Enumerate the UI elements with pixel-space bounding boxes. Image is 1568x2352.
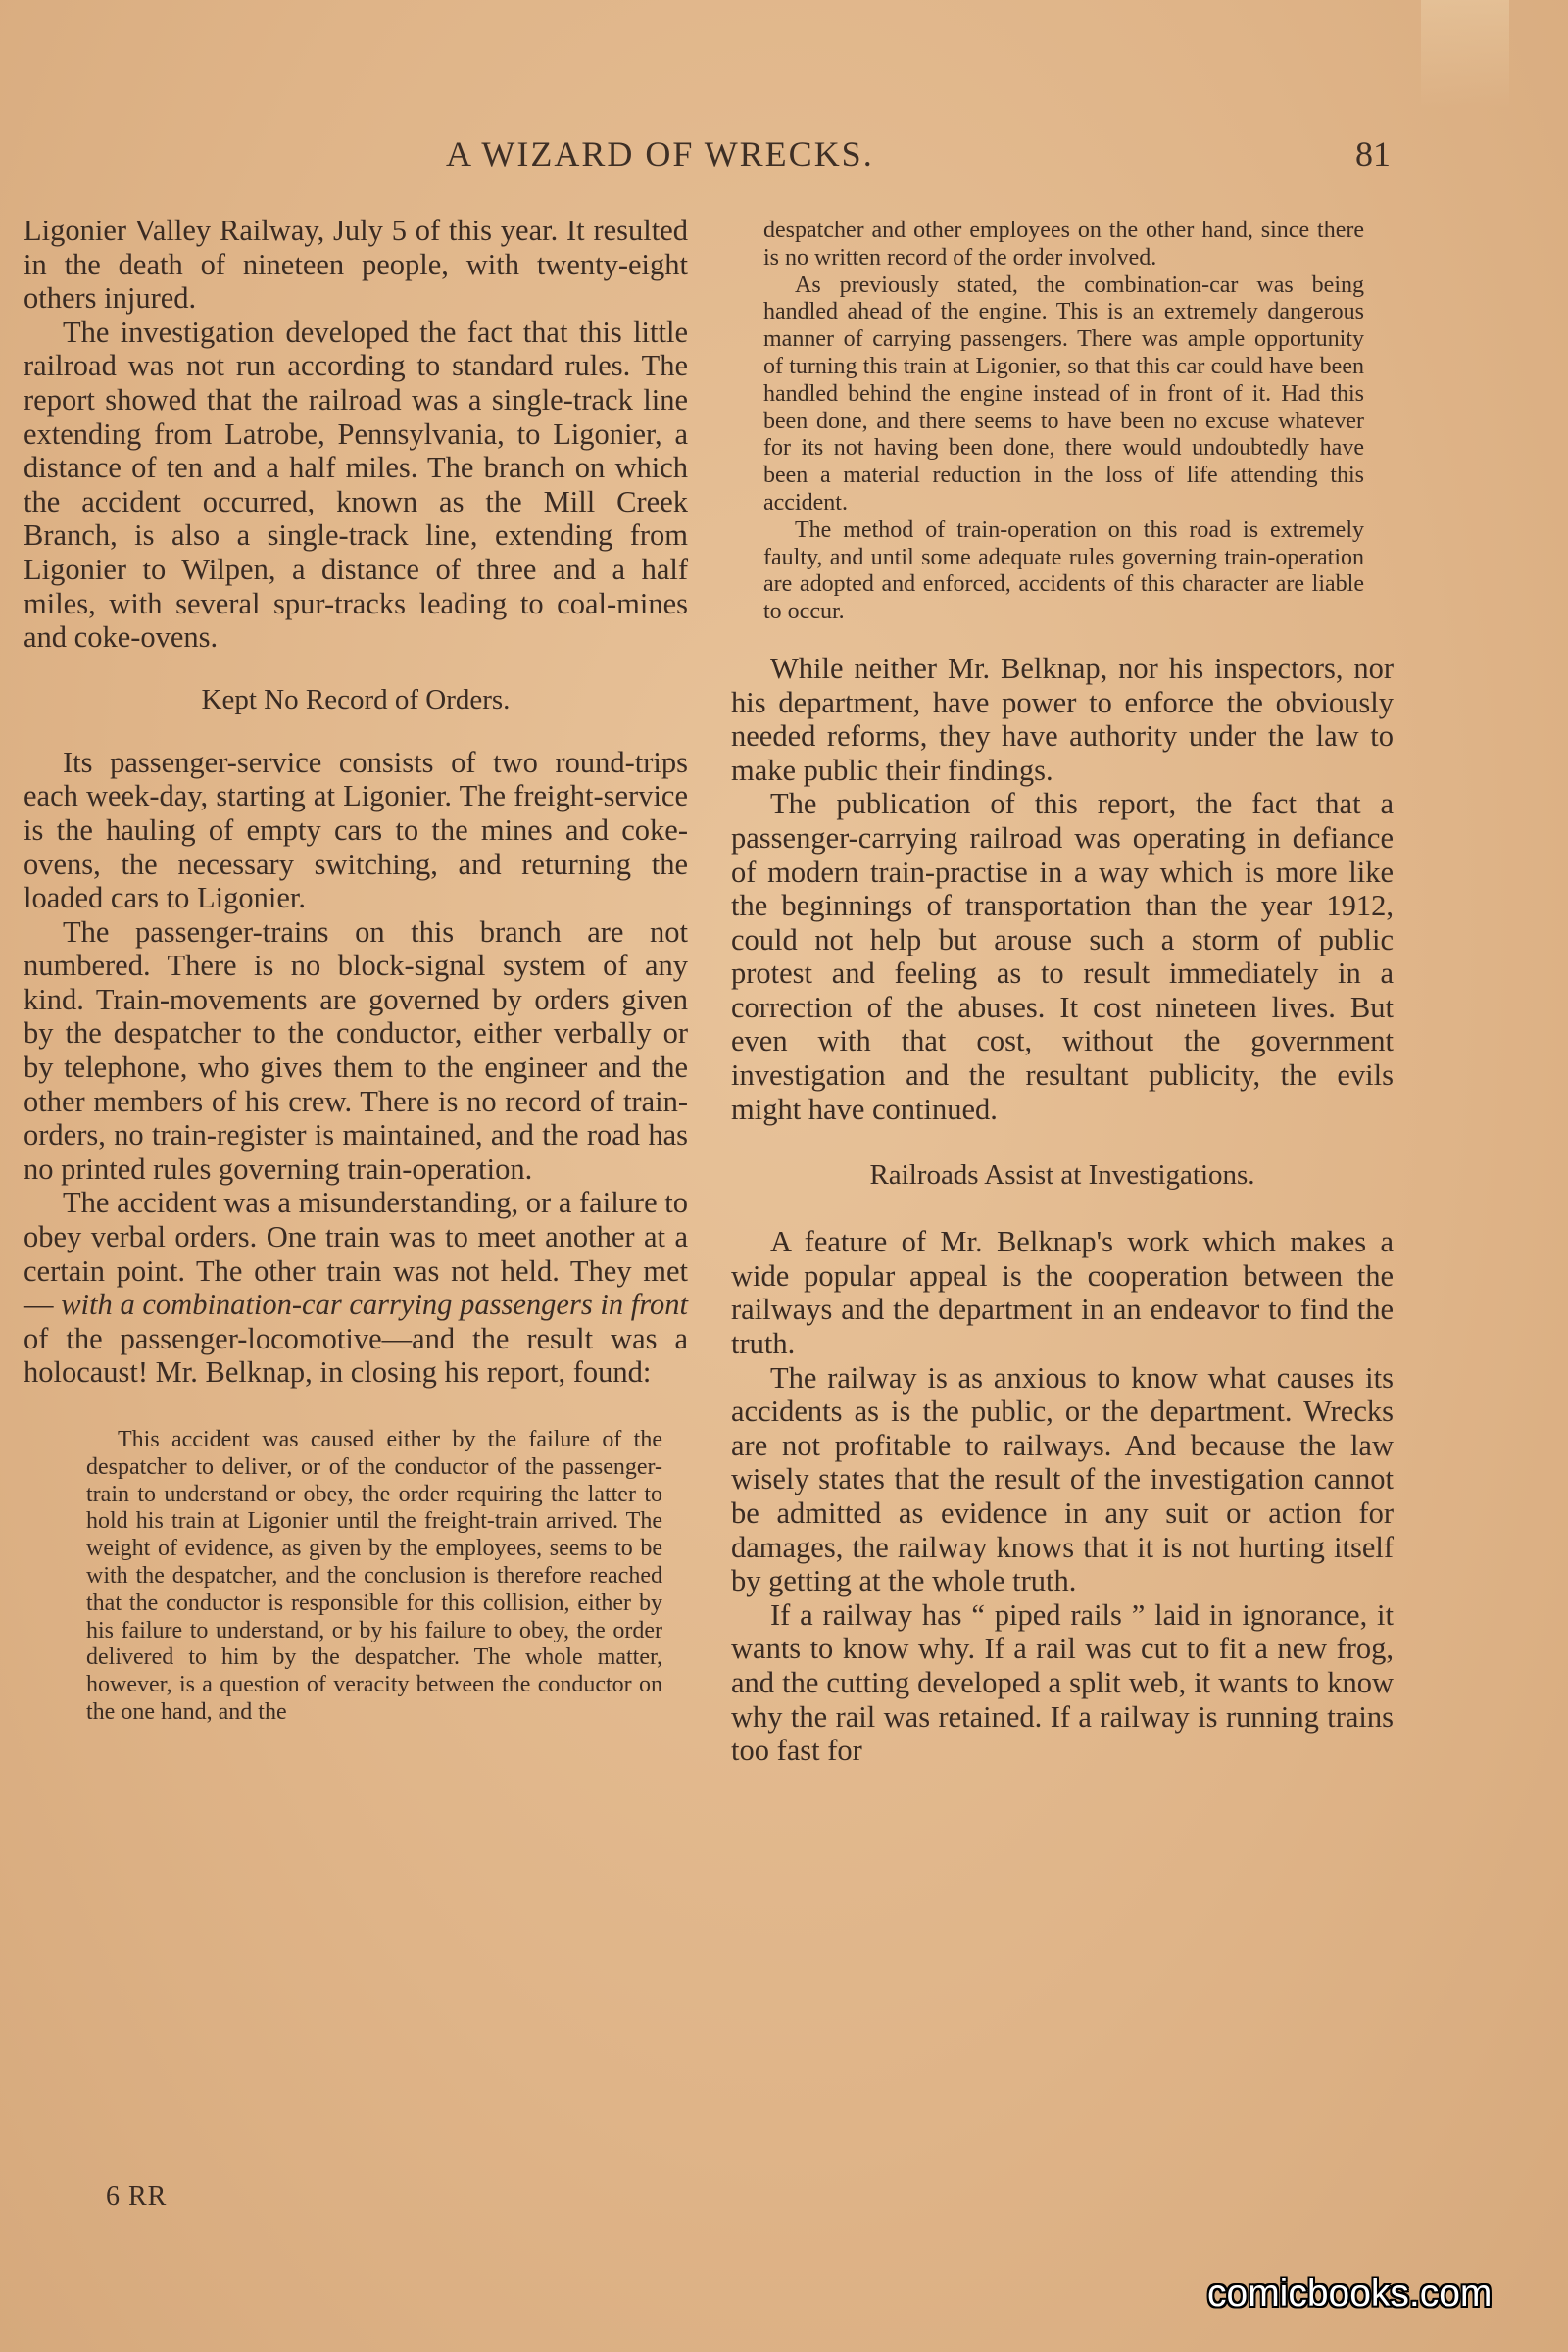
report-quote-2: As previously stated, the combination-car was being handled ahead of the engine. This is an extremely dangerous manner of carrying passengers. There was ample opportunity of turning this train at Ligonier, so that this car could have been handled behind the engine instead of in front of it. Had this been done, and there seems to have been no excuse whatever for its not having been done, there would undoubtedly have been a material reduction in the loss of life attending this accident. [763,271,1364,515]
paragraph-5-start: The accident was a misunderstanding, or a failure to obey verbal orders. One train was to meet another at a certain point. The other train was not held. They met — [24,1186,688,1322]
left-column [24,214,688,1727]
right-paragraph-2: The publication of this report, the fact that a passenger-carrying railroad was operating in defiance of modern train-practise in a way which is more like the beginnings of transportation than the year 1912, could not help but arouse such a storm of public protest and feeling as to result immediately in a correction of the abuses. It cost nineteen lives. But even with that cost, without the government investigation and the resultant publicity, the evils might have continued. [731,787,1394,1126]
section-heading-kept-no-record: Kept No Record of Orders. [201,683,511,715]
page-number: 81 [1355,134,1391,173]
site-watermark: comicbooks.com [1207,2273,1493,2315]
right-paragraph-4: The railway is as anxious to know what causes its accidents as is the public, or the department. Wrecks are not profitable to railways. And because the law wisely states that the result of the investigation cannot be admitted as evidence in any suit or action for damages, the railway knows that it is not hurting itself by getting at the whole truth. [731,1360,1394,1598]
paper-stain [1421,0,1509,108]
right-paragraph-1: While neither Mr. Belknap, nor his inspectors, nor his department, have power to enforce the obviously needed reforms, they have authority under the law to make public their findings. [731,651,1394,787]
report-quote-continued: despatcher and other employees on the other hand, since there is no written record of the order involved. [763,218,1364,270]
paragraph-5-end: of the passenger-locomotive—and the result was a holocaust! Mr. Belknap, in closing his report, found: [24,1321,688,1390]
left-paragraph-1: Ligonier Valley Railway, July 5 of this year. It resulted in the death of nineteen people, with twenty-eight others injured. [24,214,688,316]
right-column [731,218,1394,1768]
running-header [0,125,1568,184]
left-paragraph-3: Its passenger-service consists of two round-trips each week-day, starting at Ligonier. The freight-service is the hauling of empty cars to the mines and coke-ovens, the necessary switching, and returning the loaded cars to Ligonier. [24,745,688,915]
right-paragraph-5: If a railway has “ piped rails ” laid in ignorance, it wants to know why. If a rail was cut to fit a new frog, and the cutting developed a split web, it wants to know why the rail was retained. If a railway is running trains too fast for [731,1597,1394,1768]
right-paragraph-3: A feature of Mr. Belknap's work which makes a wide popular appeal is the cooperation between the railways and the department in an endeavor to find the truth. [731,1225,1394,1361]
left-paragraph-5 [24,1186,688,1390]
section-heading-railroads-assist: Railroads Assist at Investigations. [869,1159,1255,1192]
left-paragraph-2: The investigation developed the fact that this little railroad was not run according to standard rules. The report showed that the railroad was a single-track line extending from Latrobe, Pennsylvania, to Ligonier, a distance of ten and a half miles. The branch on which the accident occurred, known as the Mill Creek Branch, is also a single-track line, extending from Ligonier to Wilpen, a distance of three and a half miles, with several spur-tracks leading to coal-mines and coke-ovens. [24,315,688,655]
report-quote-left: This accident was caused either by the failure of the despatcher to deliver, or of the conductor of the passenger-train to understand or obey, the order requiring the latter to hold his train at Ligonier until the freight-train arrived. The weight of evidence, as given by the employees, seems to be with the despatcher, and the conclusion is therefore reached that the conductor is responsible for this collision, either by his failure to understand, or by his failure to obey, the order delivered to him by the despatcher. The whole matter, however, is a question of veracity between the conductor on the one hand, and the [86,1427,662,1725]
page-title: A WIZARD OF WRECKS. [446,134,874,173]
left-paragraph-4: The passenger-trains on this branch are not numbered. There is no block-signal system of any kind. Train-movements are governed by orders given by the despatcher to the conductor, either verbally or by telephone, who gives them to the engineer and the other members of his crew. There is no record of train-orders, no train-register is maintained, and the road has no printed rules governing train-operation. [24,914,688,1186]
signature-mark: 6 RR [106,2181,168,2212]
paragraph-5-italic: with a combination-car carrying passengers in front [61,1288,688,1322]
report-quote-3: The method of train-operation on this road is extremely faulty, and until some adequate rules governing train-operation are adopted and enforced, accidents of this character are liable to occur. [763,516,1364,625]
